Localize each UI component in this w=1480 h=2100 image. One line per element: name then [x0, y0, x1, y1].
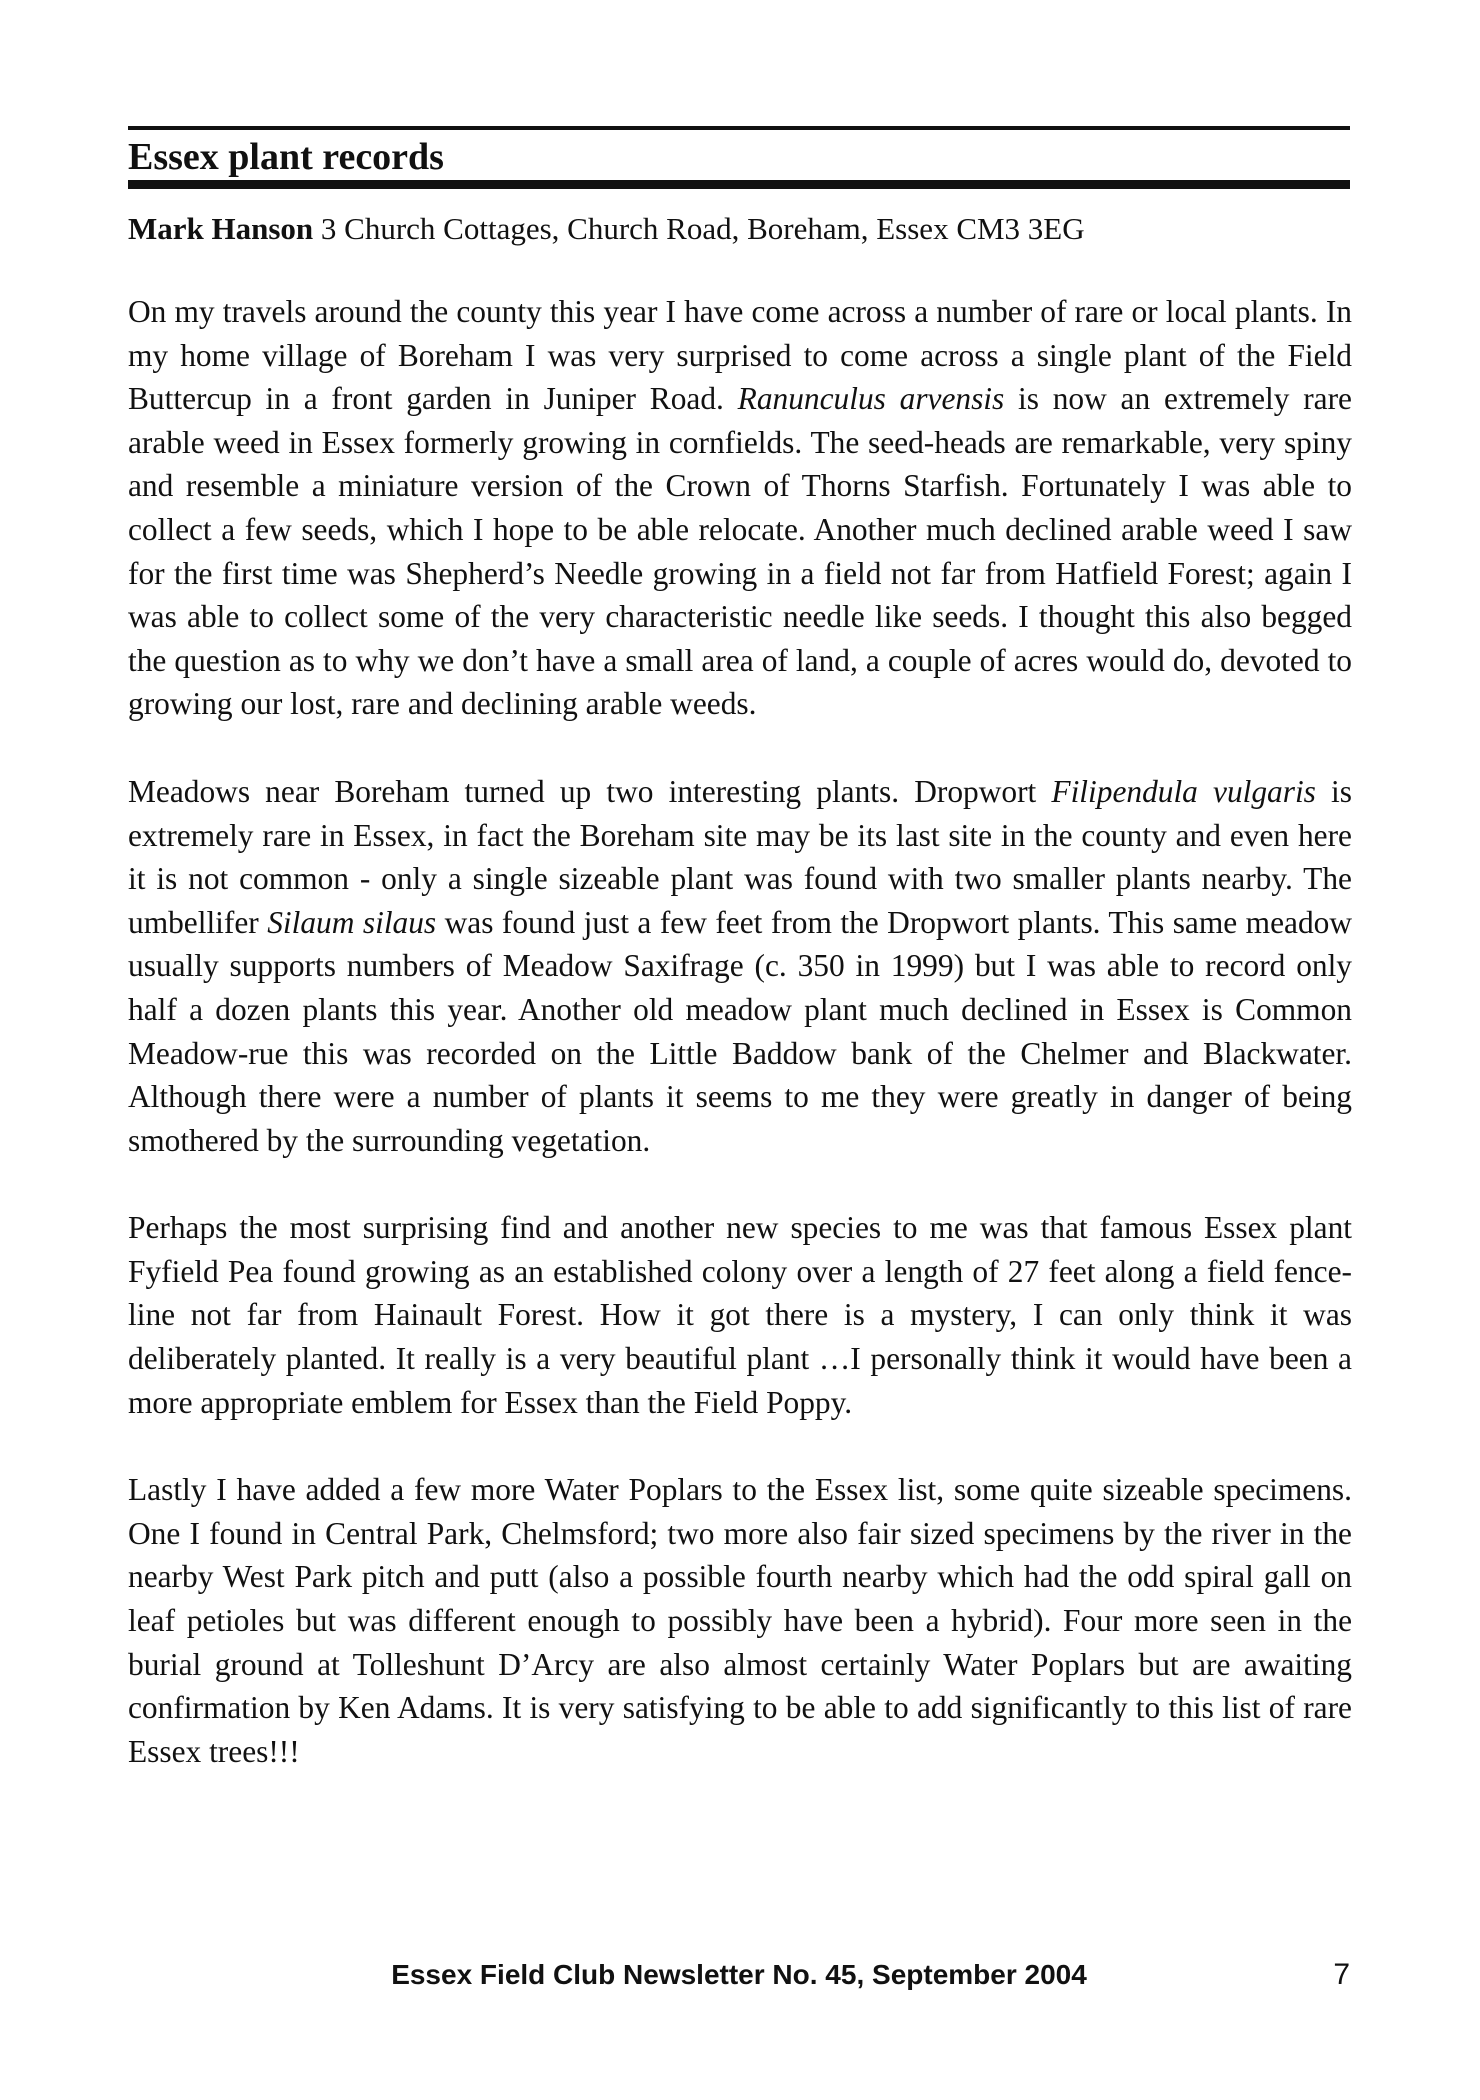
paragraph-2-part-c: was found just a few feet from the Dropwort plants. This same meadow usually supports numbers of Meadow Saxifrage (c. 350 in 1999) but I was able to record only half a dozen plants this year. Another old meadow plant much declined in Essex is Common Meadow-rue this was recorded on the Little Baddow bank of the Chelmer and Blackwater. Although there were a number of plants it seems to me they were greatly in danger of being smothered by the surrounding vegetation.: [128, 904, 1352, 1158]
article-title: Essex plant records: [128, 136, 444, 178]
article-body: [128, 290, 1352, 1817]
heading-top-rule: [128, 126, 1350, 130]
paragraph-4: Lastly I have added a few more Water Poplars to the Essex list, some quite sizeable specimens. One I found in Central Park, Chelmsford; two more also fair sized specimens by the river in the nearby West Park pitch and putt (also a possible fourth nearby which had the odd spiral gall on leaf petioles but was different enough to possibly have been a hybrid). Four more seen in the burial ground at Tolleshunt D’Arcy are also almost certainly Water Poplars but are awaiting confirmation by Ken Adams. It is very satisfying to be able to add significantly to this list of rare Essex trees!!!: [128, 1472, 1352, 1769]
heading-bottom-rule: [128, 180, 1350, 189]
paragraph-1-part-a: On my travels around the county this year I have come across a number of rare or local plants. In my home village of Boreham I was very surprised to come across a single plant of the Field Buttercup in a front garden in Juniper Road.: [128, 294, 1352, 417]
paragraph-1-part-b: is now an extremely rare arable weed in Essex formerly growing in cornfields. The seed-heads are remarkable, very spiny and resemble a miniature version of the Crown of Thorns Starfish. Fortunately I was able to collect a few seeds, which I hope to be able relocate. Another much declined arable weed I saw for the first time was Shepherd’s Needle growing in a field not far from Hatfield Forest; again I was able to collect some of the very characteristic needle like seeds. I thought this also begged the question as to why we don’t have a small area of land, a couple of acres would do, devoted to growing our lost, rare and declining arable weeds.: [128, 381, 1352, 722]
paragraph-2-part-b: is extremely rare in Essex, in fact the Boreham site may be its last site in the county and even here it is not common - only a single sizeable plant was found with two smaller plants nearby. The umbellifer: [128, 773, 1352, 940]
page-footer: [128, 1955, 1350, 1995]
species-name-filipendula: Filipendula vulgaris: [1051, 773, 1316, 809]
publication-title: Essex Field Club Newsletter No. 45, September 2004: [391, 1959, 1087, 1990]
byline: [128, 207, 1350, 251]
author-address: 3 Church Cottages, Church Road, Boreham, Essex CM3 3EG: [320, 211, 1085, 246]
species-name-silaum: Silaum silaus: [267, 904, 437, 940]
paragraph-2: [128, 770, 1352, 1162]
page-number: 7: [1333, 1958, 1350, 1991]
paragraph-3: Perhaps the most surprising find and another new species to me was that famous Essex plant Fyfield Pea found growing as an established colony over a length of 27 feet along a field fence-line not far from Hainault Forest. How it got there is a mystery, I can only think it was deliberately planted. It really is a very beautiful plant …I personally think it would have been a more appropriate emblem for Essex than the Field Poppy.: [128, 1210, 1352, 1420]
author-name: Mark Hanson: [128, 211, 314, 246]
species-name-ranunculus: Ranunculus arvensis: [737, 381, 1005, 417]
paragraph-2-part-a: Meadows near Boreham turned up two interesting plants. Dropwort: [128, 773, 1052, 809]
paragraph-1: [128, 290, 1352, 726]
